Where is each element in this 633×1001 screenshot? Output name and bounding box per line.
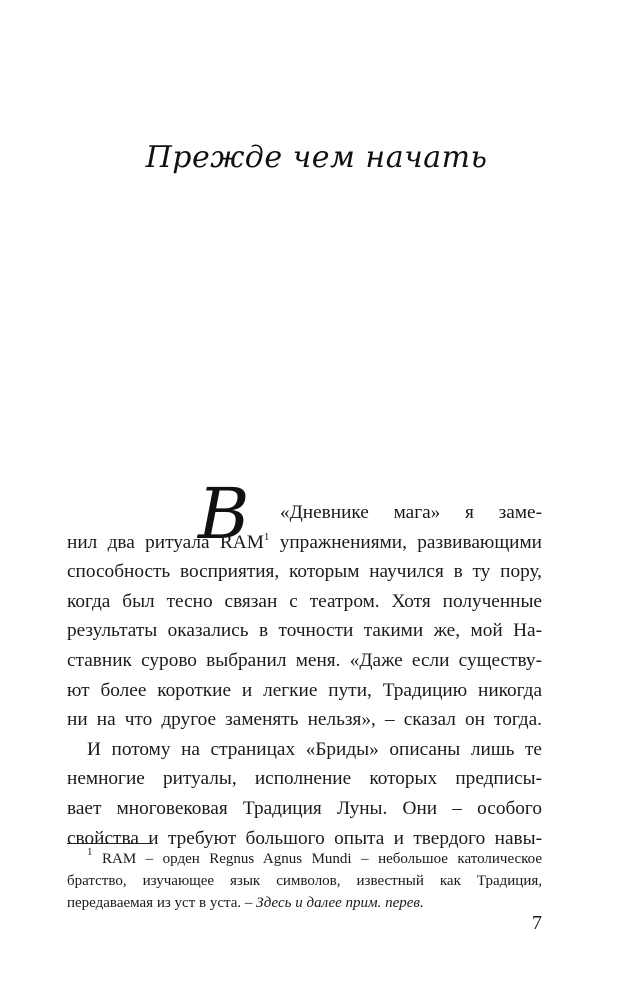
footnote-line-2: братство, изучающее язык символов, известный как Традиция, <box>67 873 542 889</box>
paragraph-1-line-3: способность восприятия, которым научился в ту пору, <box>67 561 542 583</box>
footnote-marker: 1 <box>87 846 93 858</box>
chapter-title: Прежде чем начать <box>145 140 488 175</box>
paragraph-2-line-4: свойства и требуют большого опыта и твердого навы- <box>67 827 542 849</box>
paragraph-1-line-1: «Дневнике мага» я заме- <box>280 502 542 523</box>
translator-note: Здесь и далее прим. перев. <box>256 895 424 911</box>
paragraph-1-line-4: когда был тесно связан с театром. Хотя полученные <box>67 590 542 612</box>
footnote <box>67 848 542 914</box>
footnote-divider <box>67 843 153 844</box>
drop-cap: В <box>198 473 250 555</box>
paragraph-1-line-2: нил два ритуала RAM$^1$ упражнениями, развивающими <box>67 530 543 553</box>
body-text <box>67 498 542 853</box>
paragraph-1-line-5: результаты оказались в точности такими же, мой На- <box>67 620 542 642</box>
footnote-line-1: $^1$ RAM – орден Regnus Agnus Mundi – небольшое католическое <box>87 846 542 867</box>
page-number: 7 <box>532 912 542 934</box>
paragraph-1-line-8: ни на что другое заменять нельзя», – сказал он тогда. <box>67 709 542 731</box>
paragraph-2-line-1: И потому на страницах «Бриды» описаны лишь те <box>87 738 542 760</box>
footnote-ref[interactable]: 1 <box>263 530 270 543</box>
paragraph-2-line-2: немногие ритуалы, исполнение которых предписы- <box>67 768 542 790</box>
paragraph-1-line-7: ют более короткие и легкие пути, Традицию никогда <box>67 679 542 701</box>
paragraph-1-line-6: ставник сурово выбранил меня. «Даже если существу- <box>67 649 542 671</box>
paragraph-2-line-3: вает многовековая Традиция Луны. Они – особого <box>67 797 542 819</box>
footnote-line-3: передаваемая из уст в уста. – Здесь и далее прим. перев. <box>67 895 424 911</box>
